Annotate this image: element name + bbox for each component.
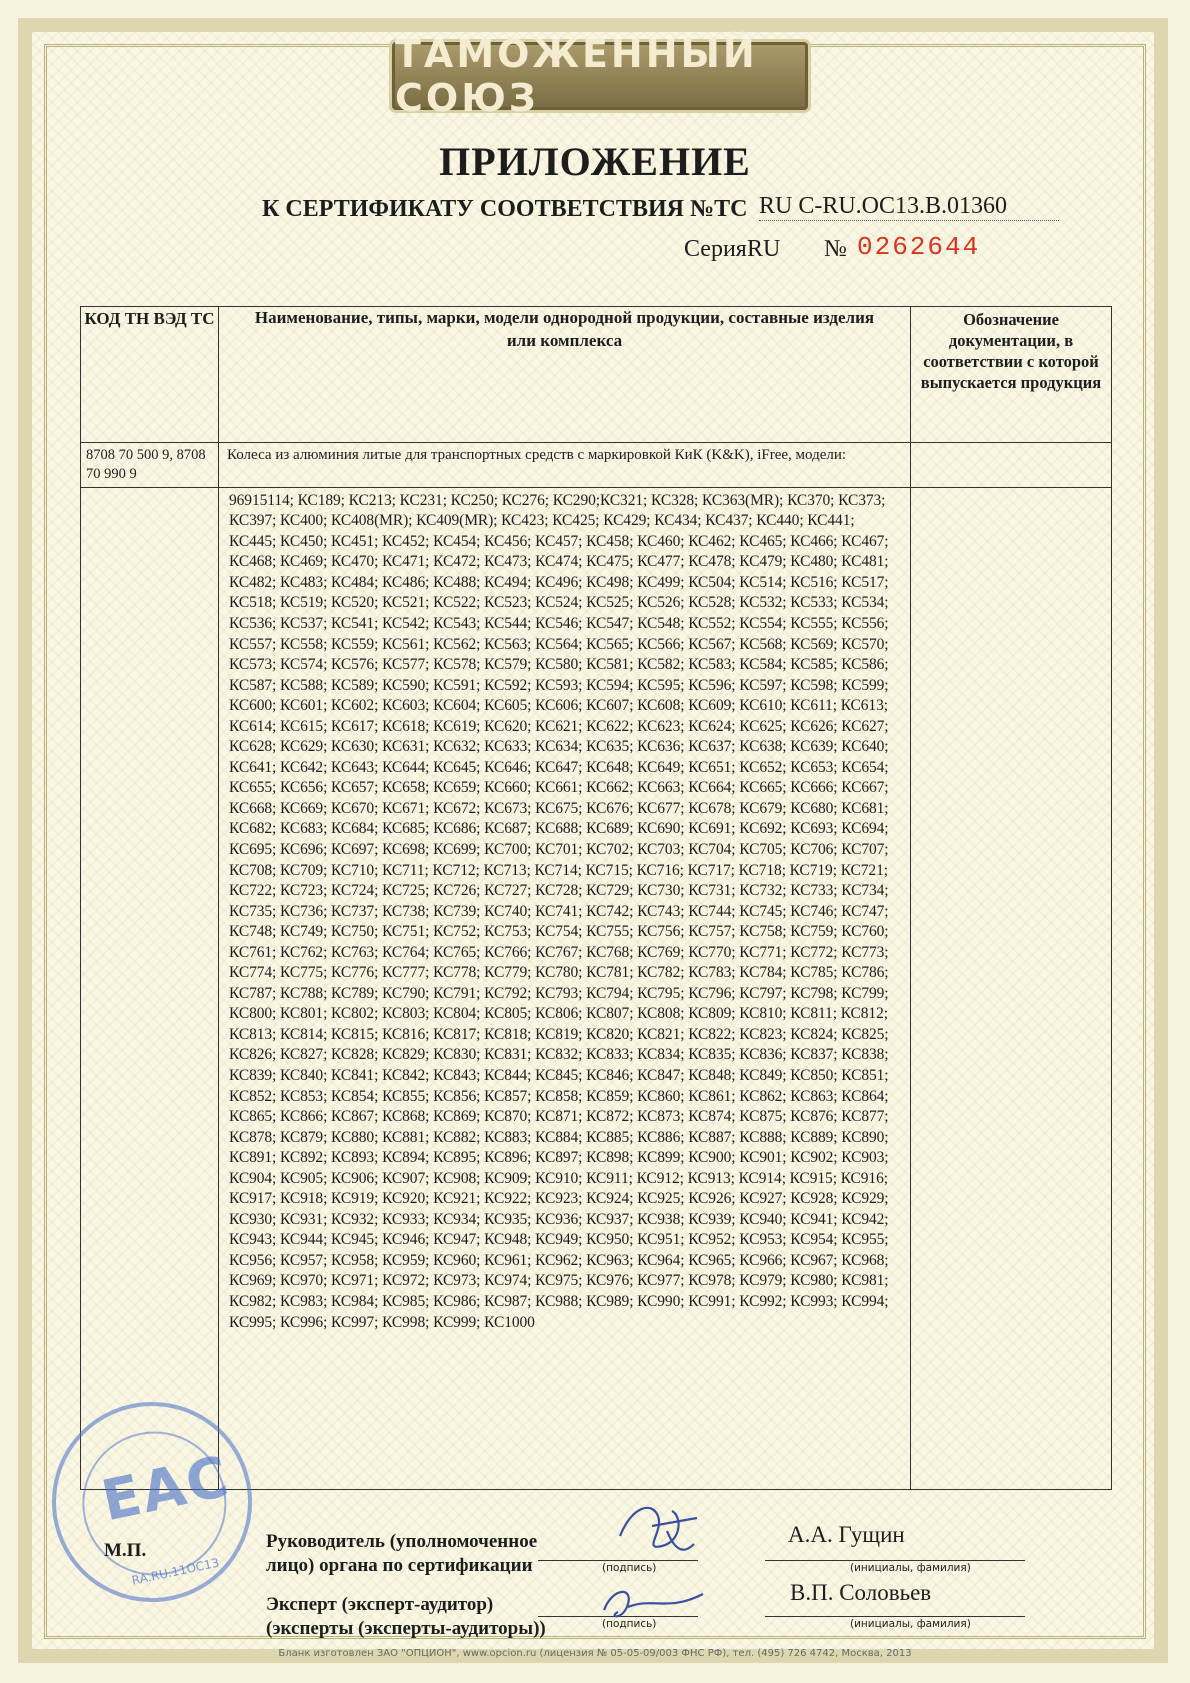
col-header-name: Наименование, типы, марки, модели однородной продукции, составные изделия или комплекса (219, 307, 911, 443)
expert-name: В.П. Соловьев (790, 1580, 932, 1605)
head-name-line (765, 1560, 1025, 1561)
expert-signature (598, 1582, 708, 1622)
eac-mark: EAC (96, 1444, 236, 1535)
col-header-code: КОД ТН ВЭД ТС (81, 307, 219, 443)
products-table (80, 306, 1112, 1490)
product-name: Колеса из алюминия литые для транспортных средств с маркировкой КиК (K&K), iFree, модели: (219, 443, 911, 488)
stamp-registration: RA.RU.11OC13 (130, 1555, 221, 1588)
tn-ved-codes: 8708 70 500 9, 8708 70 990 9 (81, 443, 219, 488)
series-value: RU (747, 236, 781, 262)
series-label: Серия (684, 236, 747, 262)
page-title: ПРИЛОЖЕНИЕ (439, 139, 751, 184)
certificate-number: RU C-RU.OC13.B.01360 (759, 193, 1059, 221)
expert-signature-caption: (подпись) (602, 1618, 657, 1630)
head-name: А.А. Гущин (788, 1522, 905, 1547)
blank-footer: Бланк изготовлен ЗАО "ОПЦИОН", www.opcion.ru (лицензия № 05-05-09/003 ФНС РФ), тел. (495) 726 4742, Москва, 2013 (278, 1648, 912, 1659)
empty-doc-cell (911, 487, 1112, 1489)
head-label-line-2: лицо) органа по сертификации (266, 1555, 533, 1576)
customs-union-banner (392, 32, 808, 120)
number-label: № (824, 236, 847, 262)
model-list: 96915114; КС189; КС213; КС231; КС250; КС276; КС290;КС321; КС328; КС363(MR); КС370; КС373; КС397; КС400; КС408(MR); КС409(MR); КС423; КС425; КС429; КС434; КС437; КС440; КС441; КС445; КС450; КС451; КС452; КС454; КС456; КС457; КС458; КС460; КС462; КС465; КС466; КС467; КС468; КС469; КС470; КС471; КС472; КС473; КС474; КС475; КС477; КС478; КС479; КС480; КС481; КС482; КС483; КС484; КС486; КС488; КС494; КС496; КС498; КС499; КС504; КС514; КС516; КС517; КС518; КС519; КС520; КС521; КС522; КС523; КС524; КС525; КС526; КС528; КС532; КС533; КС534; КС536; КС537; КС541; КС542; КС543; КС544; КС546; КС547; КС548; КС552; КС554; КС555; КС556; КС557; КС558; КС559; КС561; КС562; КС563; КС564; КС565; КС566; КС567; КС568; КС569; КС570; КС573; КС574; КС576; КС577; КС578; КС579; КС580; КС581; КС582; КС583; КС584; КС585; КС586; КС587; КС588; КС589; КС590; КС591; КС592; КС593; КС594; КС595; КС596; КС597; КС598; КС599; КС600; КС601; КС602; КС603; КС604; КС605; КС606; КС607; КС608; КС609; КС610; КС611; КС613; КС614; КС615; КС617; КС618; КС619; КС620; КС621; КС622; КС623; КС624; КС625; КС626; КС627; КС628; КС629; КС630; КС631; КС632; КС633; КС634; КС635; КС636; КС637; КС638; КС639; КС640; КС641; КС642; КС643; КС644; КС645; КС646; КС647; КС648; КС649; КС651; КС652; КС653; КС654; КС655; КС656; КС657; КС658; КС659; КС660; КС661; КС662; КС663; КС664; КС665; КС666; КС667; КС668; КС669; КС670; КС671; КС672; КС673; КС675; КС676; КС677; КС678; КС679; КС680; КС681; КС682; КС683; КС684; КС685; КС686; КС687; КС688; КС689; КС690; КС691; КС692; КС693; КС694; КС695; КС696; КС697; КС698; КС699; КС700; КС701; КС702; КС703; КС704; КС705; КС706; КС707; КС708; КС709; КС710; КС711; КС712; КС713; КС714; КС715; КС716; КС717; КС718; КС719; КС721; КС722; КС723; КС724; КС725; КС726; КС727; КС728; КС729; КС730; КС731; КС732; КС733; КС734; КС735; КС736; КС737; КС738; КС739; КС740; КС741; КС742; КС743; КС744; КС745; КС746; КС747; КС748; КС749; КС750; КС751; КС752; КС753; КС754; КС755; КС756; КС757; КС758; КС759; КС760; КС761; КС762; КС763; КС764; КС765; КС766; КС767; КС768; КС769; КС770; КС771; КС772; КС773; КС774; КС775; КС776; КС777; КС778; КС779; КС780; КС781; КС782; КС783; КС784; КС785; КС786; КС787; КС788; КС789; КС790; КС791; КС792; КС793; КС794; КС795; КС796; КС797; КС798; КС799; КС800; КС801; КС802; КС803; КС804; КС805; КС806; КС807; КС808; КС809; КС810; КС811; КС812; КС813; КС814; КС815; КС816; КС817; КС818; КС819; КС820; КС821; КС822; КС823; КС824; КС825; КС826; КС827; КС828; КС829; КС830; КС831; КС832; КС833; КС834; КС835; КС836; КС837; КС838; КС839; КС840; КС841; КС842; КС843; КС844; КС845; КС846; КС847; КС848; КС849; КС850; КС851; КС852; КС853; КС854; КС855; КС856; КС857; КС858; КС859; КС860; КС861; КС862; КС863; КС864; КС865; КС866; КС867; КС868; КС869; КС870; КС871; КС872; КС873; КС874; КС875; КС876; КС877; КС878; КС879; КС880; КС881; КС882; КС883; КС884; КС885; КС886; КС887; КС888; КС889; КС890; КС891; КС892; КС893; КС894; КС895; КС896; КС897; КС898; КС899; КС900; КС901; КС902; КС903; КС904; КС905; КС906; КС907; КС908; КС909; КС910; КС911; КС912; КС913; КС914; КС915; КС916; КС917; КС918; КС919; КС920; КС921; КС922; КС923; КС924; КС925; КС926; КС927; КС928; КС929; КС930; КС931; КС932; КС933; КС934; КС935; КС936; КС937; КС938; КС939; КС940; КС941; КС942; КС943; КС944; КС945; КС946; КС947; КС948; КС949; КС950; КС951; КС952; КС953; КС954; КС955; КС956; КС957; КС958; КС959; КС960; КС961; КС962; КС963; КС964; КС965; КС966; КС967; КС968; КС969; КС970; КС971; КС972; КС973; КС974; КС975; КС976; КС977; КС978; КС979; КС980; КС981; КС982; КС983; КС984; КС985; КС986; КС987; КС988; КС989; КС990; КС991; КС992; КС993; КС994; КС995; КС996; КС997; КС998; КС999; КС1000 (219, 487, 911, 1489)
head-signature (612, 1496, 702, 1566)
empty-code-cell (81, 487, 219, 1489)
expert-label-line-1: Эксперт (эксперт-аудитор) (266, 1594, 494, 1615)
table-header-row (81, 307, 1112, 443)
table-row (81, 487, 1112, 1489)
seal-place-label: М.П. (104, 1540, 147, 1561)
expert-name-line (765, 1616, 1025, 1617)
col-header-doc: Обозначение документации, в соответствии с которой выпускается продукция (911, 307, 1112, 443)
head-label-line-1: Руководитель (уполномоченное (266, 1531, 538, 1552)
head-signature-caption: (подпись) (602, 1562, 657, 1574)
table-row (81, 443, 1112, 488)
doc-cell (911, 443, 1112, 488)
blank-number: 0262644 (857, 232, 981, 262)
expert-name-caption: (инициалы, фамилия) (850, 1618, 971, 1630)
banner-text: ТАМОЖЕННЫЙ СОЮЗ (395, 32, 758, 120)
expert-label-line-2: (эксперты (эксперты-аудиторы)) (266, 1618, 546, 1639)
head-name-caption: (инициалы, фамилия) (850, 1562, 971, 1574)
certificate-subtitle: К СЕРТИФИКАТУ СООТВЕТСТВИЯ №ТС (262, 196, 748, 222)
